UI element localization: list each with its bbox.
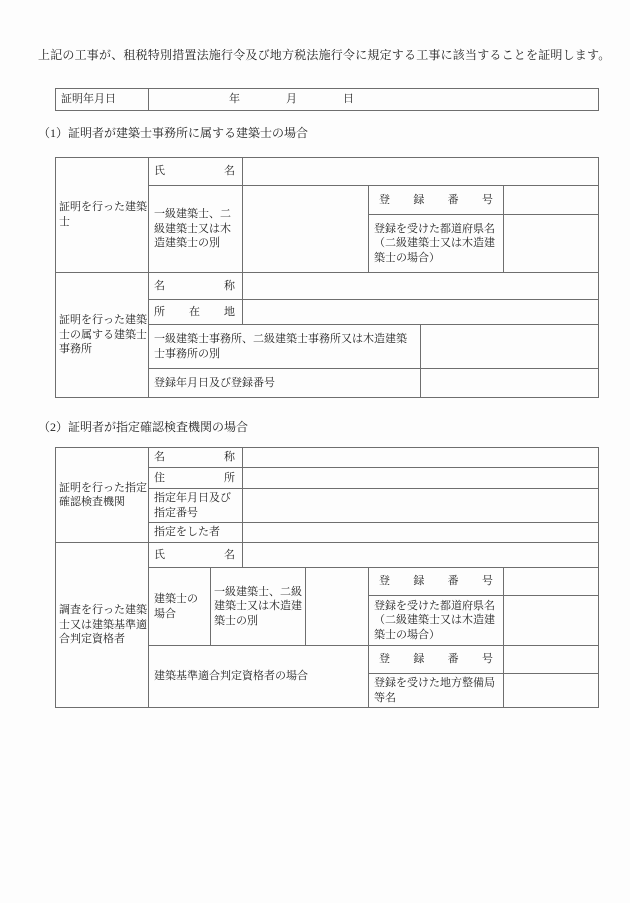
registration-number-value	[504, 186, 599, 215]
office-group-label: 証明を行った建築士の属する建築士事務所	[56, 273, 149, 398]
agency-name-label: 名 称	[149, 448, 243, 468]
office-address-value	[243, 300, 599, 325]
certification-date-value-cell	[149, 89, 599, 111]
agency-group-label: 証明を行った指定確認検査機関	[56, 448, 149, 543]
prefecture-value	[504, 215, 599, 273]
license-class-value	[243, 186, 369, 273]
designator-value	[243, 523, 599, 543]
bureau-label: 登録を受けた地方整備局等名	[369, 674, 504, 708]
designation-date-label: 指定年月日及び指定番号	[149, 489, 243, 523]
office-class-value	[421, 325, 599, 369]
designator-label: 指定をした者	[149, 523, 243, 543]
architect-name-label: 氏 名	[149, 158, 243, 186]
section1-heading: （1）証明者が建築士事務所に属する建築士の場合	[38, 126, 309, 140]
prefecture-label: 登録を受けた都道府県名（二級建築士又は木造建築士の場合）	[369, 215, 504, 273]
inspector-prefecture-value	[504, 596, 599, 646]
judge-registration-number-label: 登 録 番 号	[369, 646, 504, 674]
certification-date-label: 証明年月日	[56, 89, 149, 111]
section2-heading: （2）証明者が指定確認検査機関の場合	[38, 420, 249, 434]
office-address-label: 所 在 地	[149, 300, 243, 325]
office-name-value	[243, 273, 599, 300]
office-class-label: 一級建築士事務所、二級建築士事務所又は木造建築士事務所の別	[149, 325, 421, 369]
inspector-group-label: 調査を行った建築士又は建築基準適合判定資格者	[56, 543, 149, 708]
intro-text: 上記の工事が、租税特別措置法施行令及び地方税法施行令に規定する工事に該当することを証明します。	[38, 48, 611, 62]
registration-number-label: 登 録 番 号	[369, 186, 504, 215]
office-registration-value	[421, 369, 599, 398]
date-month-label: 月	[286, 93, 297, 106]
inspector-prefecture-label: 登録を受けた都道府県名（二級建築士又は木造建築士の場合）	[369, 596, 504, 646]
inspector-registration-number-value	[504, 568, 599, 596]
inspector-name-value	[243, 543, 599, 568]
certification-date-table	[55, 88, 599, 111]
architect-group-label: 証明を行った建築士	[56, 158, 149, 273]
inspector-license-class-label: 一級建築士、二級建築士又は木造建築士の別	[211, 568, 306, 646]
agency-address-value	[243, 468, 599, 489]
agency-address-label: 住 所	[149, 468, 243, 489]
license-class-label: 一級建築士、二級建築士又は木造建築士の別	[149, 186, 243, 273]
architect-table	[55, 157, 599, 398]
date-year-label: 年	[229, 93, 240, 106]
inspector-license-class-value	[306, 568, 369, 646]
architect-case-label: 建築士の場合	[149, 568, 211, 646]
judge-case-label: 建築基準適合判定資格者の場合	[149, 646, 369, 708]
office-name-label: 名 称	[149, 273, 243, 300]
judge-registration-number-value	[504, 646, 599, 674]
designation-date-value	[243, 489, 599, 523]
inspector-name-label: 氏 名	[149, 543, 243, 568]
office-registration-label: 登録年月日及び登録番号	[149, 369, 421, 398]
agency-name-value	[243, 448, 599, 468]
inspector-registration-number-label: 登 録 番 号	[369, 568, 504, 596]
architect-name-value	[243, 158, 599, 186]
bureau-value	[504, 674, 599, 708]
agency-table	[55, 447, 599, 708]
date-day-label: 日	[343, 93, 354, 106]
